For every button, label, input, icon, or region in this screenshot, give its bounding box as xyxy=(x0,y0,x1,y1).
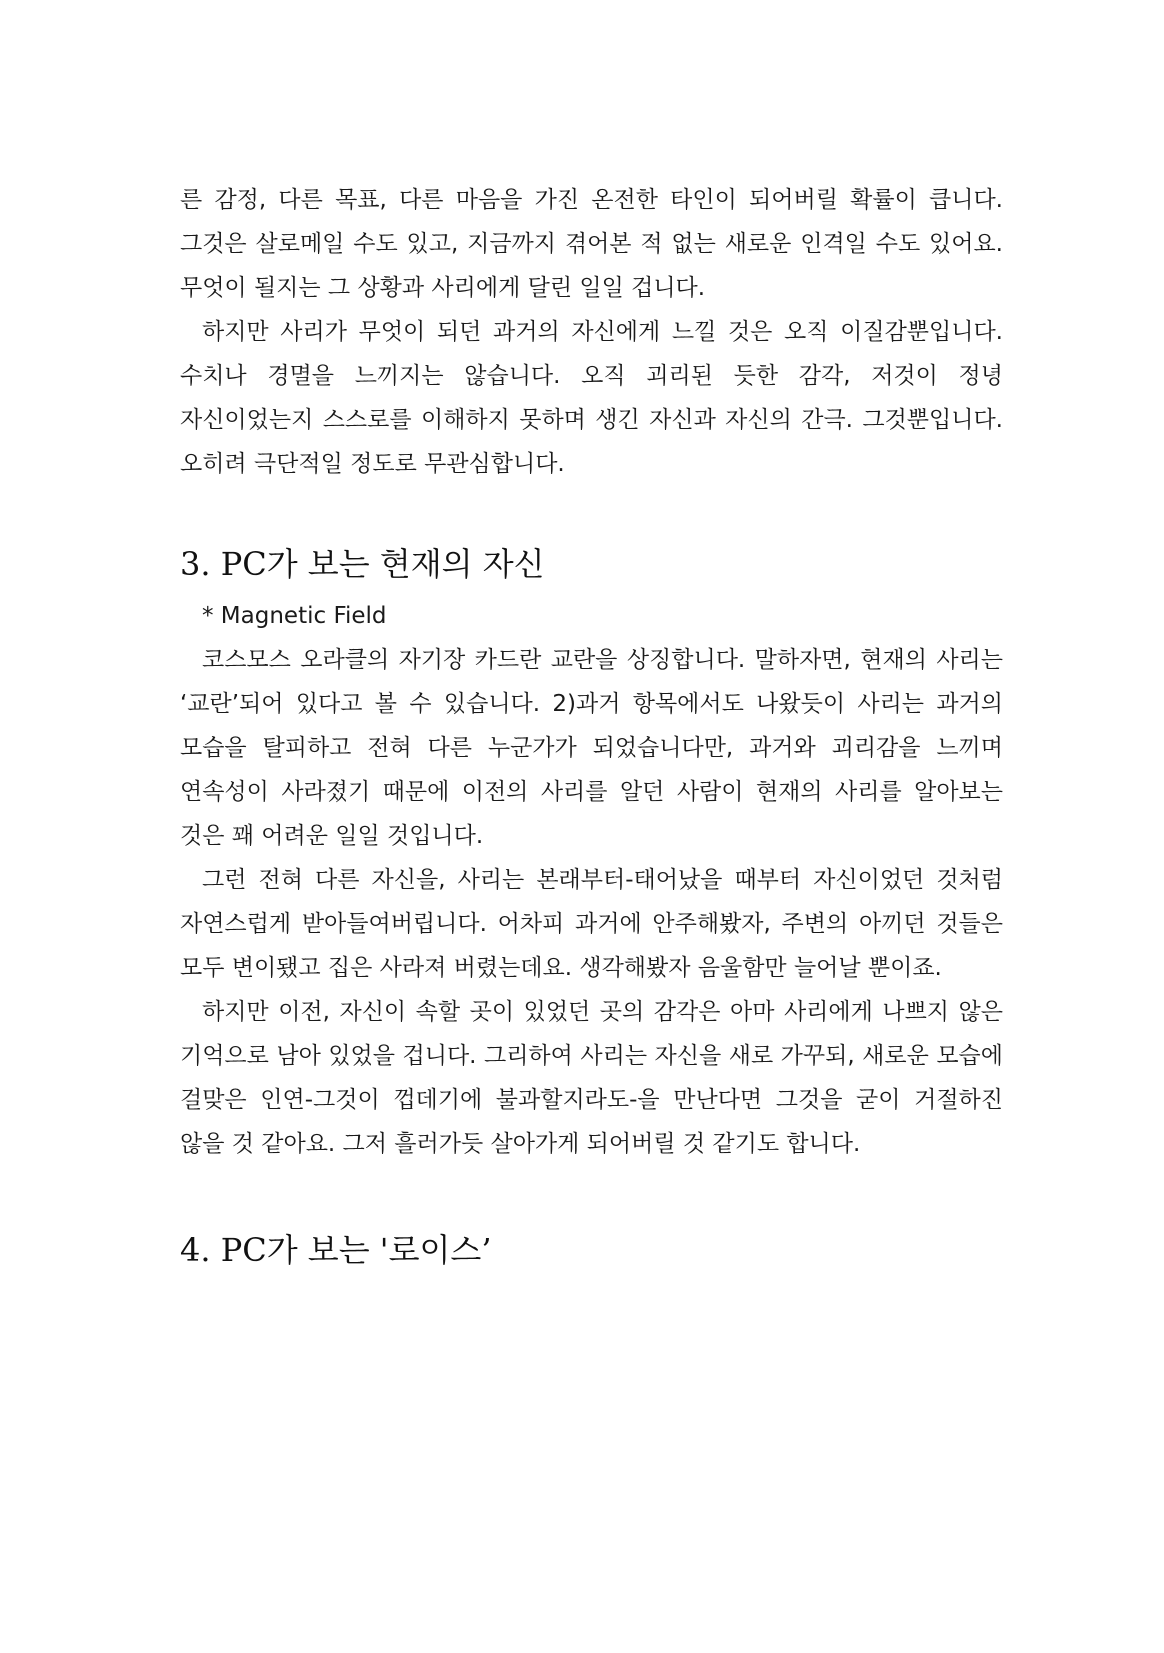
paragraph: 하지만 이전, 자신이 속할 곳이 있었던 곳의 감각은 아마 사리에게 나쁘지 않은 기억으로 남아 있었을 겁니다. 그리하여 사리는 자신을 새로 가꾸되, 새로운 모습에 걸맞은 인연-그것이 껍데기에 불과할지라도-을 만난다면 그것을 굳이 거절하진 않을 것 같아요. 그저 흘러가듯 살아가게 되어버릴 것 같기도 합니다. xyxy=(180,999,1003,1157)
section-heading-4: 4. PC가 보는 '로이스’ xyxy=(180,1231,492,1269)
continued-paragraph: 른 감정, 다른 목표, 다른 마음을 가진 온전한 타인이 되어버릴 확률이 큽니다. 그것은 살로메일 수도 있고, 지금까지 겪어본 적 없는 새로운 인격일 수도 있어요. 무엇이 될지는 그 상황과 사리에게 달린 일일 겁니다. xyxy=(180,187,1003,301)
paragraph: 그런 전혀 다른 자신을, 사리는 본래부터-태어났을 때부터 자신이었던 것처럼 자연스럽게 받아들여버립니다. 어차피 과거에 안주해봤자, 주변의 아끼던 것들은 모두 변이됐고 집은 사라져 버렸는데요. 생각해봤자 음울함만 늘어날 뿐이죠. xyxy=(180,867,1003,981)
paragraph: 코스모스 오라클의 자기장 카드란 교란을 상징합니다. 말하자면, 현재의 사리는 ‘교란’되어 있다고 볼 수 있습니다. 2)과거 항목에서도 나왔듯이 사리는 과거의 모습을 탈피하고 전혀 다른 누군가가 되었습니다만, 과거와 괴리감을 느끼며 연속성이 사라졌기 때문에 이전의 사리를 알던 사람이 현재의 사리를 알아보는 것은 꽤 어려운 일일 것입니다. xyxy=(180,647,1003,849)
card-label: * Magnetic Field xyxy=(202,603,387,629)
paragraph: 하지만 사리가 무엇이 되던 과거의 자신에게 느낄 것은 오직 이질감뿐입니다. 수치나 경멸을 느끼지는 않습니다. 오직 괴리된 듯한 감각, 저것이 정녕 자신이었는지 스스로를 이해하지 못하며 생긴 자신과 자신의 간극. 그것뿐입니다. 오히려 극단적일 정도로 무관심합니다. xyxy=(180,319,1003,477)
section-heading-3: 3. PC가 보는 현재의 자신 xyxy=(180,545,545,583)
document-page xyxy=(180,178,1003,1270)
